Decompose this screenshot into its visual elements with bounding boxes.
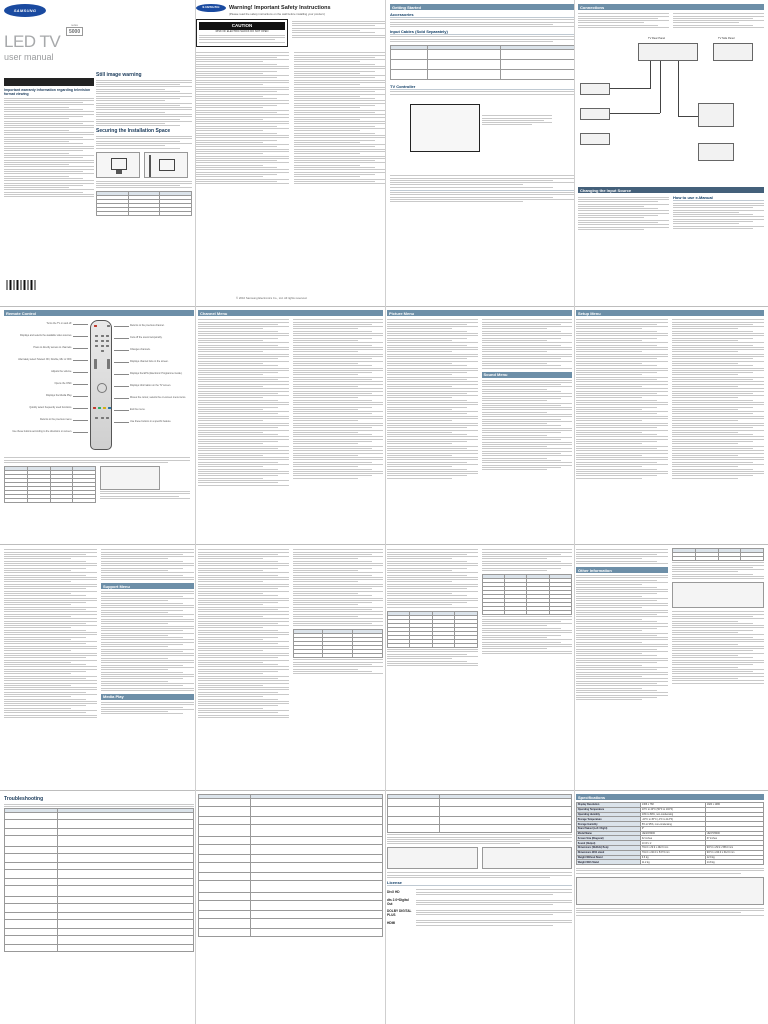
spec-value: 9.6 kg (641, 855, 706, 860)
spec-table (576, 802, 764, 865)
license-logo: DOLBY DIGITAL PLUS (387, 908, 412, 917)
caution-line: RISK OF ELECTRIC SHOCK DO NOT OPEN (215, 30, 269, 34)
text-block (482, 549, 573, 571)
remote-callout: Returns to the previous menu. (6, 418, 72, 430)
row-separator (0, 544, 768, 545)
rear-panel-box (638, 43, 698, 61)
remote-callout: Use these buttons in a specific feature. (130, 420, 192, 432)
spec-value: 11.2 kg (641, 860, 706, 865)
tv-outline (410, 104, 480, 152)
remote-callout: Displays and selects the available video sources. (6, 334, 72, 346)
connections-header: Connections (578, 4, 764, 10)
dimension-diagram (576, 877, 764, 905)
media-column2 (293, 548, 384, 719)
input-cables-heading: Input Cables (Sold Separately) (390, 29, 575, 35)
samsung-logo: SAMSUNG (4, 4, 46, 17)
wall-mount-diagram (672, 582, 764, 608)
text-block (101, 591, 194, 691)
tv-controller-diagram (390, 96, 575, 174)
codec-table (387, 611, 478, 648)
copyright: © 2010 Samsung Electronics Co., Ltd. All rights reserved. (236, 295, 308, 300)
spec-label: Screen Size (Diagonal) (577, 836, 641, 841)
spec-label: Operating Temperature (577, 807, 641, 812)
text-block (390, 36, 575, 42)
spec-value: 10 W x 2 (641, 841, 706, 846)
caution-row (196, 19, 386, 46)
battery-diagram (100, 466, 190, 503)
text-block (387, 318, 478, 480)
text-block (576, 549, 668, 564)
troubleshooting-heading: Troubleshooting (4, 796, 44, 802)
text-block (390, 192, 575, 202)
accessories-heading: Accessories (390, 12, 575, 18)
setup-menu-header: Setup Menu (576, 310, 764, 316)
text-block (482, 380, 573, 471)
column-divider (385, 0, 386, 1024)
spec-row (577, 860, 764, 865)
series-number: 5000 (66, 27, 83, 36)
safety-panel (196, 4, 386, 304)
channel-menu-panel (198, 310, 383, 542)
remote-callout: Opens the OSD. (6, 382, 72, 394)
text-block (390, 19, 575, 27)
important-info-heading: Important warranty information regarding television format viewing (4, 87, 91, 96)
text-block (672, 611, 764, 683)
text-block (101, 702, 194, 714)
cover-notice (4, 78, 94, 198)
text-block (387, 549, 478, 607)
media-play-panel (198, 548, 383, 788)
text-block (482, 114, 552, 127)
getting-started-panel (390, 4, 575, 304)
license-list (387, 888, 572, 927)
other-columns (576, 548, 764, 701)
picture-menu-panel (387, 310, 572, 542)
remote-callout: Displays channel lists on the screen. (130, 360, 192, 372)
spec-label: Dimensions (WxDxH) Body (577, 846, 641, 851)
media-play-panel-2 (387, 548, 572, 788)
text-block (101, 549, 194, 580)
column-divider (195, 0, 196, 1024)
sound-menu-header: Sound Menu (482, 372, 573, 378)
remote-callout: Alternately select Teletext ON, Double, Mix or OFF. (6, 358, 72, 370)
safety-samsung-logo: SAMSUNG (196, 4, 226, 12)
install-wall-diagram (144, 152, 188, 178)
remote-lower-columns (4, 466, 190, 503)
text-block (4, 804, 194, 807)
series-badge (66, 24, 83, 36)
text-block (196, 51, 289, 186)
remote-callout: Use these buttons according to the directions on screen. (6, 430, 72, 442)
device-box (580, 108, 610, 120)
license-logo: DivX HD (387, 890, 400, 895)
other-col1 (576, 548, 668, 701)
text-block (578, 195, 669, 231)
spec-label: Storage Temperature (577, 817, 641, 822)
text-block (416, 888, 572, 896)
remote-callout: Returns to the previous channel. (130, 324, 192, 336)
remote-callout: Displays information on the TV screen. (130, 384, 192, 396)
tv-controller-heading: TV Controller (390, 84, 575, 90)
caution-heading: CAUTION (199, 22, 285, 29)
still-image-panel (96, 70, 192, 300)
spec-value: 907.0 x 220.0 x 612.6 mm (705, 850, 763, 855)
text-block (576, 868, 764, 874)
text-block (4, 457, 190, 463)
text-block (293, 549, 384, 626)
license-logo: HDMI (387, 920, 396, 925)
connections-panel (578, 4, 764, 304)
wall-mount-table (672, 548, 764, 561)
spec-label: Operating Humidity (577, 812, 641, 817)
media2-col1 (387, 548, 478, 667)
spec-value: 10% to 80%, non-condensing (641, 812, 706, 817)
tv-side-label: TV Side Panel (718, 37, 735, 41)
troubleshooting-table-2 (198, 794, 383, 937)
connections-intro (578, 12, 764, 29)
tv-rear-label: TV Rear Panel (648, 37, 666, 41)
remote-callouts-left (6, 322, 72, 442)
securing-space-heading: Securing the Installation Space (96, 128, 171, 135)
media2-col2 (482, 548, 573, 667)
license-row (387, 908, 572, 916)
text-block (672, 318, 764, 480)
spec-value: 37 inches (705, 836, 763, 841)
series-prefix: series (71, 24, 78, 27)
text-block (387, 872, 572, 878)
media-table (293, 629, 384, 658)
text-block (390, 175, 575, 187)
still-image-heading: Still image warning (96, 72, 142, 78)
remote-callouts-right (130, 324, 192, 432)
remote-callout: Exit the menu. (130, 408, 192, 420)
text-block (96, 136, 192, 148)
spec-label: Dimensions With stand (577, 850, 641, 855)
remote-lower (4, 456, 190, 503)
antenna-table (4, 466, 96, 503)
text-block (294, 51, 387, 186)
text-block (578, 12, 669, 29)
spec-value: UE37C5000 (705, 831, 763, 836)
text-block (482, 616, 573, 654)
text-block (293, 318, 384, 487)
media-play-header: Media Play (101, 694, 194, 700)
troubleshooting-table (4, 808, 194, 952)
spec-value: 0° (641, 826, 706, 831)
text-block (416, 908, 572, 916)
text-block (576, 575, 668, 700)
program-rating-panel (4, 548, 194, 788)
troubleshooting-panel-3 (387, 794, 572, 1020)
remote-callout: Press to directly access to channels. (6, 346, 72, 358)
input-columns (578, 195, 764, 231)
eManual-block (673, 195, 764, 231)
text-block (198, 548, 289, 719)
safety-subtitle: (Please read the safety instructions on the wall before installing your product.) (229, 12, 326, 16)
power-button-icon (94, 325, 97, 327)
lock-diagram (387, 847, 478, 869)
setup-menu-panel (576, 310, 764, 542)
remote-callout: Turns the TV on and off. (6, 322, 72, 334)
install-stand-diagram (96, 152, 140, 178)
channel-menu-header: Channel Menu (198, 310, 383, 316)
license-row (387, 888, 572, 896)
device-box (698, 143, 734, 161)
side-panel-box (713, 43, 753, 61)
device-box (698, 103, 734, 127)
specifications-panel (576, 794, 764, 1020)
text-block (390, 91, 575, 94)
device-box (580, 83, 610, 95)
troubleshooting-table-3 (387, 794, 572, 833)
text-block (576, 908, 764, 916)
support-column (101, 548, 194, 719)
spec-value: 32 inches (641, 836, 706, 841)
remote-callout: Displays the EPG (Electronic Programme Guide). (130, 372, 192, 384)
text-block (416, 898, 572, 906)
picture-menu-header: Picture Menu (387, 310, 572, 316)
plug-play-heading (390, 190, 575, 191)
spec-label: Stand Swivel (Left / Right) (577, 826, 641, 831)
text-block (672, 562, 764, 579)
license-row (387, 898, 572, 906)
sound-menu-column (482, 318, 573, 480)
remote-callout: Adjusts the volume. (6, 370, 72, 382)
remote-header: Remote Control (4, 310, 194, 316)
specifications-header: Specifications (576, 794, 764, 800)
spec-label: Sound (Output) (577, 841, 641, 846)
channel-columns (198, 318, 383, 487)
spec-label: Weight With Stand (577, 860, 641, 865)
spec-label: Weight Without Stand (577, 855, 641, 860)
media-columns (198, 548, 383, 719)
safety-title: Warning! Important Safety Instructions (229, 4, 331, 11)
remote-control-image (90, 320, 112, 450)
remote-callout: Displays the Media Play. (6, 394, 72, 406)
spec-label: Model Name (577, 831, 641, 836)
spec-value: 5% to 95%, non-condensing (641, 822, 706, 827)
other-col2 (672, 548, 764, 701)
caution-symbols (292, 19, 386, 46)
getting-started-header: Getting Started (390, 4, 575, 10)
text-block (387, 649, 478, 666)
support-menu-header: Support Menu (101, 583, 194, 589)
text-block (199, 35, 285, 43)
dpad-icon (97, 383, 107, 393)
picture-columns (387, 318, 572, 480)
barcode (6, 280, 36, 290)
row-separator (0, 790, 768, 791)
cover-title: LED TV (4, 32, 61, 51)
spec-value: 1920 x 1080 (705, 803, 763, 808)
license-logo: dts 2.0+Digital Out (387, 898, 409, 907)
remote-callout: Changes channels. (130, 348, 192, 360)
remote-callout: Cuts off the sound temporarily. (130, 336, 192, 348)
lock-diagram (482, 847, 573, 869)
text-block (292, 21, 386, 38)
changing-input-header: Changing the Input Source (578, 187, 764, 193)
row3-col1 (4, 548, 194, 719)
lock-diagrams (387, 847, 572, 869)
spec-value: 1366 x 768 (641, 803, 706, 808)
spec-value: 10°C to 40°C (50°F to 104°F) (641, 807, 706, 812)
text-block (576, 318, 668, 480)
spec-value: 907.0 x 29.9 x 558.0 mm (705, 846, 763, 851)
safety-header (196, 4, 386, 12)
license-row (387, 919, 572, 927)
safety-columns (196, 51, 386, 186)
column-divider (574, 0, 575, 1024)
text-block (416, 919, 572, 927)
eManual-heading: How to use e-Manual (673, 195, 764, 201)
text-block (198, 318, 289, 487)
other-info-header: Other Information (576, 567, 668, 573)
remote-panel (4, 310, 194, 542)
text-block (673, 203, 764, 229)
remote-callout: Moves the cursor, selects the on-screen menu items. (130, 396, 192, 408)
text-block (100, 491, 190, 499)
device-box (580, 133, 610, 145)
caution-box (196, 19, 288, 46)
spec-value: -20°C to 45°C (-4°F to 113°F) (641, 817, 706, 822)
remote-callout: Quickly select frequently used functions. (6, 406, 72, 418)
text-block (96, 80, 192, 127)
troubleshooting-panel-2 (198, 794, 383, 1020)
text-block (673, 12, 764, 29)
license-heading: License (387, 880, 572, 886)
spec-value: 791.6 x 220.0 x 547.5 mm (641, 850, 706, 855)
install-table (96, 191, 192, 216)
text-block (293, 659, 384, 674)
codec-table-2 (482, 574, 573, 615)
cover-subtitle: user manual (4, 52, 54, 63)
text-block (4, 98, 94, 198)
text-block (387, 834, 572, 844)
connection-diagram (578, 33, 764, 183)
media2-columns (387, 548, 572, 667)
text-block (4, 548, 97, 719)
spec-value: 12.9 kg (705, 855, 763, 860)
row-separator (0, 306, 768, 307)
cover-panel (4, 4, 94, 304)
spec-value: 14.8 kg (705, 860, 763, 865)
spec-label: Display Resolution (577, 803, 641, 808)
text-block (482, 319, 573, 368)
install-diagrams (96, 152, 192, 178)
other-info-panel (576, 548, 764, 788)
text-block (96, 181, 192, 189)
troubleshooting-panel (4, 794, 194, 1020)
spec-value: UE32C5000 (641, 831, 706, 836)
setup-columns (576, 318, 764, 480)
spec-value: 791.6 x 29.9 x 492.9 mm (641, 846, 706, 851)
notice-bar (4, 78, 94, 86)
cables-table (390, 45, 575, 80)
spec-label: Storage Humidity (577, 822, 641, 827)
